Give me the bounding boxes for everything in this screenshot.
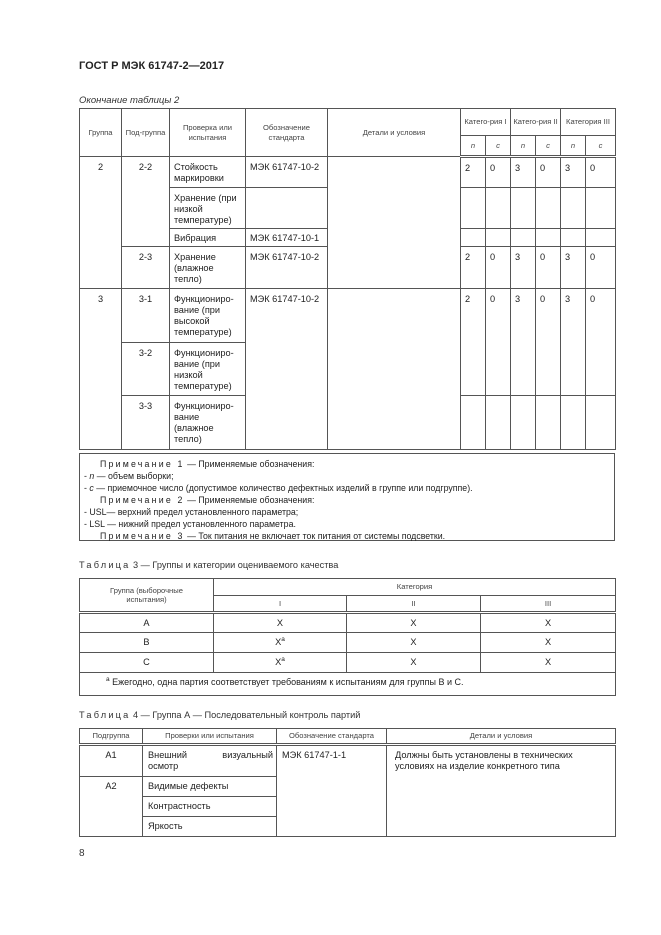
- note-label: Примечание 2: [100, 495, 185, 505]
- value-cell: X: [347, 653, 481, 673]
- value-cell: X: [481, 633, 616, 653]
- details-cell: Должны быть установлены в технических условиях на изделие конкретного типа: [387, 745, 616, 837]
- value-cell: [536, 188, 561, 229]
- subgroup-cell: 3-2: [122, 343, 170, 396]
- test-cell: Функциониро-вание (влажное тепло): [170, 396, 246, 450]
- header-c: c: [536, 136, 561, 157]
- page-number: 8: [79, 848, 85, 859]
- note-label: Примечание 1: [100, 459, 185, 469]
- table3-footnote: [80, 673, 616, 696]
- standard-cell: МЭК 61747-10-2: [246, 247, 328, 289]
- standard-cell: МЭК 61747-10-2: [246, 289, 328, 450]
- header-category-1: I: [214, 596, 347, 613]
- value-cell: 3: [561, 289, 586, 396]
- group-cell: 2: [80, 157, 122, 289]
- test-cell: Яркость: [143, 817, 277, 837]
- header-subgroup: Под-группа: [122, 109, 170, 157]
- value-cell: [214, 613, 347, 633]
- value-text: X: [275, 637, 282, 647]
- header-test: Проверки или испытания: [143, 729, 277, 745]
- header-category-2: II: [347, 596, 481, 613]
- value-cell: 0: [486, 289, 511, 396]
- caption-text: 4 — Группа А — Последовательный контроль партий: [133, 710, 361, 720]
- subgroup-cell: A1: [80, 745, 143, 777]
- value-cell: X: [347, 633, 481, 653]
- value-cell: [561, 188, 586, 229]
- note-line: - c — приемочное число (допустимое количество дефектных изделий в группе или подгруппе).: [84, 483, 473, 493]
- value-cell: [511, 396, 536, 450]
- standard-cell: МЭК 61747-1-1: [277, 745, 387, 837]
- value-cell: [536, 229, 561, 247]
- note-line: - USL— верхний предел установленного параметра;: [84, 507, 299, 517]
- note-3: [84, 530, 610, 542]
- header-category-1: Катего-рия I: [461, 109, 511, 136]
- table3-caption: [79, 560, 338, 570]
- footnote-mark: а: [281, 655, 285, 663]
- value-cell: [214, 653, 347, 673]
- value-text: X: [275, 657, 282, 667]
- details-cell: [328, 157, 461, 289]
- document-header: ГОСТ Р МЭК 61747-2—2017: [79, 60, 225, 72]
- value-cell: [561, 396, 586, 450]
- group-cell: 3: [80, 289, 122, 450]
- value-cell: [461, 396, 486, 450]
- value-cell: 0: [486, 157, 511, 188]
- header-n: n: [511, 136, 536, 157]
- table-3: [79, 578, 616, 696]
- value-cell: 2: [461, 157, 486, 188]
- header-standard: Обозначение стандарта: [246, 109, 328, 157]
- table-4: [79, 728, 616, 837]
- header-group: Группа: [80, 109, 122, 157]
- group-cell: C: [80, 653, 214, 673]
- header-category-3: Категория III: [561, 109, 616, 136]
- test-cell: Внешний визуальный осмотр: [143, 745, 277, 777]
- caption-label: Таблица: [79, 560, 131, 570]
- test-cell: Хранение (при низкой температуре): [170, 188, 246, 229]
- value-cell: [511, 229, 536, 247]
- note-1: [84, 458, 610, 470]
- value-cell: 3: [511, 247, 536, 289]
- header-category-2: Катего-рия II: [511, 109, 561, 136]
- value-text: X: [276, 618, 284, 628]
- note-label: Примечание 3: [100, 531, 185, 541]
- table2-notes: [79, 453, 615, 541]
- test-cell: Контрастность: [143, 797, 277, 817]
- table4-caption: [79, 710, 360, 720]
- value-cell: 3: [511, 157, 536, 188]
- subgroup-cell: A2: [80, 777, 143, 837]
- value-cell: [586, 229, 616, 247]
- table2-caption: Окончание таблицы 2: [79, 95, 180, 106]
- caption-label: Таблица: [79, 710, 131, 720]
- value-cell: [486, 229, 511, 247]
- value-cell: [461, 188, 486, 229]
- header-group: Группа (выборочные испытания): [80, 579, 214, 613]
- header-n: n: [461, 136, 486, 157]
- test-cell: Вибрация: [170, 229, 246, 247]
- subgroup-cell: 2-3: [122, 247, 170, 289]
- table-2: [79, 108, 616, 450]
- value-cell: [486, 188, 511, 229]
- value-cell: X: [481, 653, 616, 673]
- value-cell: X: [347, 613, 481, 633]
- group-cell: A: [80, 613, 214, 633]
- header-subgroup: Подгруппа: [80, 729, 143, 745]
- value-cell: [586, 188, 616, 229]
- footnote-mark: а: [106, 676, 110, 683]
- value-cell: 0: [536, 157, 561, 188]
- value-cell: 2: [461, 247, 486, 289]
- value-cell: [214, 633, 347, 653]
- caption-text: 3 — Группы и категории оцениваемого качества: [133, 560, 339, 570]
- note-line: - LSL — нижний предел установленного параметра.: [84, 519, 296, 529]
- value-cell: 3: [561, 157, 586, 188]
- subgroup-cell: 3-1: [122, 289, 170, 343]
- header-details: Детали и условия: [387, 729, 616, 745]
- standard-cell: [246, 188, 328, 229]
- subgroup-cell: 2-2: [122, 157, 170, 247]
- value-cell: 3: [511, 289, 536, 396]
- value-cell: [461, 229, 486, 247]
- test-cell: Видимые дефекты: [143, 777, 277, 797]
- group-cell: B: [80, 633, 214, 653]
- header-test: Проверка или испытания: [170, 109, 246, 157]
- header-category: Категория: [214, 579, 616, 596]
- note-text: — Применяемые обозначения:: [187, 495, 315, 505]
- note-text: — Применяемые обозначения:: [187, 459, 315, 469]
- note-line: - n — объем выборки;: [84, 471, 174, 481]
- value-cell: 2: [461, 289, 486, 396]
- header-standard: Обозначение стандарта: [277, 729, 387, 745]
- note-2: [84, 494, 610, 506]
- standard-cell: МЭК 61747-10-2: [246, 157, 328, 188]
- value-cell: 0: [586, 247, 616, 289]
- value-cell: 3: [561, 247, 586, 289]
- value-cell: 0: [486, 247, 511, 289]
- footnote-mark: а: [281, 635, 285, 643]
- value-cell: 0: [586, 157, 616, 188]
- details-cell: [328, 289, 461, 450]
- header-c: c: [586, 136, 616, 157]
- value-cell: [536, 396, 561, 450]
- subgroup-cell: 3-3: [122, 396, 170, 450]
- test-cell: Функциониро-вание (при высокой температуре): [170, 289, 246, 343]
- value-cell: 0: [586, 289, 616, 396]
- value-cell: [586, 396, 616, 450]
- test-cell: Стойкость маркировки: [170, 157, 246, 188]
- header-c: c: [486, 136, 511, 157]
- value-cell: 0: [536, 247, 561, 289]
- note-text: — Ток питания не включает ток питания от системы подсветки.: [187, 531, 446, 541]
- header-category-3: III: [481, 596, 616, 613]
- value-cell: 0: [536, 289, 561, 396]
- header-n: n: [561, 136, 586, 157]
- footnote-text: Ежегодно, одна партия соответствует требованиям к испытаниям для группы B и C.: [112, 677, 464, 687]
- header-details: Детали и условия: [328, 109, 461, 157]
- value-cell: [486, 396, 511, 450]
- value-cell: X: [481, 613, 616, 633]
- value-cell: [511, 188, 536, 229]
- test-cell: Хранение (влажное тепло): [170, 247, 246, 289]
- test-cell: Функциониро-вание (при низкой температуре): [170, 343, 246, 396]
- standard-cell: МЭК 61747-10-1: [246, 229, 328, 247]
- value-cell: [561, 229, 586, 247]
